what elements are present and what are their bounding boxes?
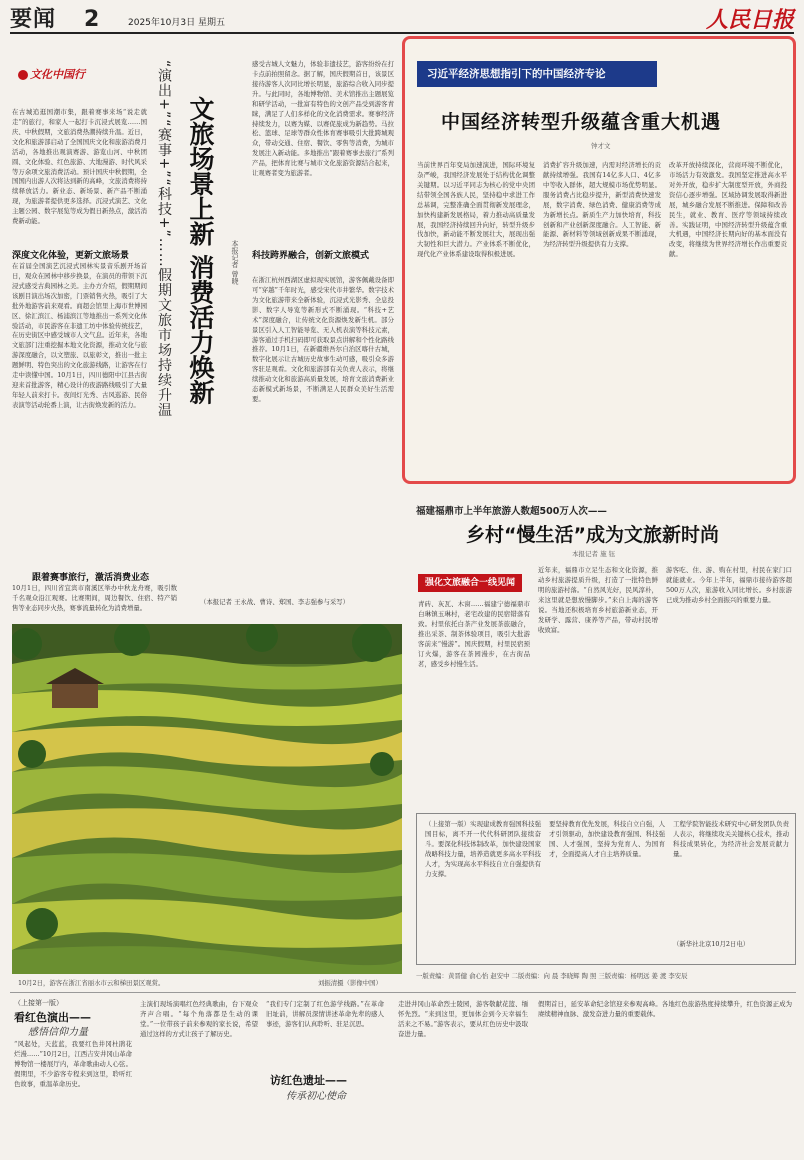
bottom-col-3: “我们专门定制了红色游学线路。”在革命旧址前，讲解员深情讲述革命先辈的感人事迹，游客们认真聆听、驻足沉思。 xyxy=(266,1000,384,1028)
boxed-col-3: 工程学院智能技术研究中心研发团队负责人表示，将继续攻关关键核心技术，推动科技成果转化，为经济社会发展贡献力量。 xyxy=(673,820,789,858)
culture-intro: 在古城追逛国潮市集，跟着赛事来场“说走就走”的旅行，和家人一起打卡沉浸式展览……国庆、中秋假期，文旅消费热潮持续升温。近日，文化和旅游部启动了全国国庆文化和旅游消费月活动，各地推出观演赛游、游览山河、中秋团圆、文化体验、红色旅游、大地漫游、时代风采等万余项文旅消费活动。预计国庆中秋假期，全国国内出游人次将达到新的高峰，文旅消费将持续释放活力。新业态、新场景、新产品不断涌现，为旅游者提供更多选择。沉浸式演艺、文化主题公园、数字展览等成为假日新热点，激活消费新动能。 xyxy=(12,108,147,226)
featured-col-2: 消费扩容升级加速，内需对经济增长的贡献持续增强。我国有14亿多人口、4亿多中等收入群体，超大规模市场优势明显。服务消费占比稳步提升，新型消费快速发展，数字消费、绿色消费、健康消费等成为新增长点。新质生产力加快培育，科技创新和产业创新深度融合。人工智能、新能源、新材料等领域创新成果不断涌现，为经济转型升级提供有力支撑。 xyxy=(543,161,661,249)
culture-badge: 文化中国行 xyxy=(30,66,110,86)
bottom-headline-1: 看红色演出—— xyxy=(14,1011,91,1024)
boxed-article xyxy=(416,813,796,965)
featured-col-1: 当前世界百年变局加速演进，国际环境复杂严峻，我国经济发展处于结构优化调整关键期。以习近平同志为核心的党中央团结带领全国各族人民，坚持稳中求进工作总基调，完整准确全面贯彻新发展理念，加快构建新发展格局，着力推动高质量发展，我国经济持续回升向好，转型升级步伐加快，新动能不断发展壮大，展现出强大韧性和巨大潜力。产业体系不断优化，现代化产业体系建设取得积极进展。 xyxy=(417,161,535,259)
boxed-credit: （新华社北京10月2日电） xyxy=(673,940,750,948)
boxed-col-2: 要坚持教育优先发展，科技自立自强，人才引领驱动，加快建设教育强国、科技强国、人才强国，坚持为党育人、为国育才，全面提高人才自主培养质量。 xyxy=(549,820,665,858)
rural-kicker: 福建福鼎市上半年旅游人数超500万人次—— xyxy=(416,506,607,517)
featured-headline: 中国经济转型升级蕴含重大机遇 xyxy=(441,111,722,133)
rural-col-3: 游客吃、住、游、购在村里，村民在家门口就能就业。今年上半年，福鼎市接待游客超500万人次，旅游收入同比增长。乡村旅游已成为推动乡村全面振兴的重要力量。 xyxy=(666,566,792,604)
column-tag: 强化文旅融合一线见闻 xyxy=(418,574,522,592)
culture-subhead-2: 跟着赛事旅行，激活消费业态 xyxy=(32,573,150,583)
rural-byline: 本报记者 施 钰 xyxy=(572,550,616,558)
page-number: 2 xyxy=(84,7,100,32)
section-title: 要闻 xyxy=(10,7,57,32)
divider-line xyxy=(10,992,796,993)
boxed-col-1: （上接第一版）实现建成教育强国科技强国目标，离不开一代代科研团队接续奋斗。要深化科技体制改革，加快建设国家战略科技力量，培养造就更多高水平科技人才，为实现高水平科技自立自强提供有力支撑。 xyxy=(425,820,541,878)
bottom-col-4: 走进井冈山革命烈士陵园，游客敬献花篮、缅怀先烈。“来到这里，更加体会到今天幸福生活来之不易。”游客表示，要从红色历史中汲取奋进力量。 xyxy=(398,1000,528,1038)
terrace-landscape-icon xyxy=(12,624,402,974)
featured-series-band: 习近平经济思想指引下的中国经济专论 xyxy=(417,61,657,87)
photo-caption: 10月2日，游客在浙江省丽水市云和梯田景区观赏。 xyxy=(18,979,165,987)
photo-credit: 刘振清摄（影像中国） xyxy=(318,979,382,987)
culture-headline: 文旅场景上新 消费活力焕新 xyxy=(186,96,215,405)
rural-col-2: 近年来，福鼎市立足生态和文化资源，推动乡村旅游提质升级，打造了一批特色鲜明的旅游村落。“自然风光好，民风淳朴，来这里就是想放慢脚步。”来自上海的游客说。当地还积极培育乡村旅游新业态，开发研学、露营、康养等产品，带动村民增收致富。 xyxy=(538,566,658,634)
culture-body-3: 感受古城人文魅力，体验非遗技艺，游客纷纷在打卡点前拍照留念。据了解，国庆假期首日，该景区接待游客人次同比增长明显，旅游综合收入同步提升。与此同时，各地博物馆、美术馆推出主题展览和研学活动，一批富有特色的文创产品受到游客青睐，满足了人们多样化的文化消费需求。赛事经济持续发力，以赛为媒、以赛促旅成为新趋势。马拉松、篮球、足球等群众性体育赛事吸引大批跨城观众，带动交通、住宿、餐饮、零售等消费，为城市发展注入新动能。多地推出“跟着赛事去旅行”系列产品，把体育比赛与城市文化旅游资源结合起来，让观赛者变为旅游者。 xyxy=(252,60,394,178)
bottom-kicker: （上接第一版） xyxy=(14,999,63,1007)
culture-credit: （本报记者 王永战、曹诗、郑国、李志强参与采写） xyxy=(200,598,350,606)
culture-subtitle: “演出+”“赛事+”“科技+”……假期文旅市场持续升温 xyxy=(156,60,172,418)
issue-date: 2025年10月3日 星期五 xyxy=(128,18,225,28)
bottom-headline-2: 访红色遗址—— xyxy=(270,1074,347,1087)
featured-col-3: 改革开放持续深化，营商环境不断优化，市场活力有效激发。我国坚定推进高水平对外开放，稳步扩大制度型开放，外商投资信心逐步增强。区域协调发展取得新进展，城乡融合发展不断推进。保障和改善民生，就业、教育、医疗等领域持续改善。实践证明，中国经济转型升级蕴含重大机遇，中国经济长期向好的基本面没有改变，将继续为世界经济增长作出重要贡献。 xyxy=(669,161,787,259)
bottom-subhead-2: 传承初心使命 xyxy=(286,1091,346,1102)
culture-body-1: 在首届全国演艺沉浸式园林实景音乐剧开场首日，观众在园林中移步换景，在演员的带领下沉浸式感受古典园林之美。主办方介绍，假期期间该剧目演出场次加密，门票销售火热，吸引了大批外地游客前来观看。商超会馆里上海市世博园区、徐汇滨江、杨浦滨江等地推出一系列文化体验活动，市民游客在非遗工坊中体验传统技艺，在历史街区中感受城市人文气息。近年来，各地文旅部门注重挖掘本地文化资源，推动文化与旅游深度融合，以文塑旅、以旅彰文，推出一批主题鲜明、特色突出的文化旅游线路，让游客在行走中读懂中国。10月1日，四川德阳中江县古街迎来首批游客，精心设计的夜游路线吸引了大量年轻人前来打卡。夜间灯光秀、古风巡游、民俗表演等活动轮番上演，让古街焕发新的活力。 xyxy=(12,262,147,409)
terraced-fields-photo xyxy=(12,624,402,974)
featured-article xyxy=(402,36,796,484)
culture-byline: 本报记者 曾晓 xyxy=(231,240,239,285)
culture-subhead-3: 科技跨界融合，创新文旅模式 xyxy=(252,251,370,261)
culture-body-4: 在浙江杭州西湖区虚拟现实展馆，游客佩戴设备即可“穿越”千年时光，感受宋代市井繁华。数字技术为文化旅游带来全新体验，沉浸式光影秀、全息投影、数字人导览等新形式不断涌现。“科技+艺术”深度融合，让传统文化资源焕发新生机。部分景区引入人工智能导览、无人机表演等科技元素，游客通过手机扫码即可获取景点讲解和个性化路线推荐。10月1日，在新疆维吾尔自治区喀什古城，数字化展示让古城历史故事生动可感，吸引众多游客驻足观看。文化和旅游部有关负责人表示，将继续推动文化和旅游高质量发展，培育文旅消费新业态新模式新场景，不断满足人民群众美好生活需要。 xyxy=(252,276,394,404)
bottom-subhead-1: 感悟信仰力量 xyxy=(28,1027,88,1038)
editor-credits: 一版责编：黄晋健 俞心怡 赵安中 二版责编：向 晨 李晓辉 陶 照 三版责编：杨明远 姜 渡 李安辰 xyxy=(416,972,688,980)
featured-author: 钟才文 xyxy=(591,142,611,150)
rural-headline: 乡村“慢生活”成为文旅新时尚 xyxy=(466,524,719,546)
masthead xyxy=(10,8,794,34)
newspaper-logo: 人民日报 xyxy=(705,7,794,33)
bottom-col-2: 主演们现场演唱红色经典歌曲，台下观众齐声合唱。“每个角落都是生动的课堂。”一位带孩子前来参观的家长说，希望通过这样的方式让孩子了解历史。 xyxy=(140,1000,258,1038)
bottom-col-5: 假期首日，延安革命纪念馆迎来参观高峰。各地红色旅游热度持续攀升，红色资源正成为赓续精神血脉、激发奋进力量的重要载体。 xyxy=(538,1000,792,1018)
culture-body-2: 10月1日，四川省宜宾市南溪区举办中秋龙舟赛，吸引数千名观众沿江观赛。比赛期间，周边餐饮、住宿、特产销售等业态同步火热，赛事流量转化为消费增量。 xyxy=(12,584,177,612)
culture-subhead-1: 深度文化体验，更新文旅场景 xyxy=(12,251,130,261)
bottom-col-1: “风起处，天蓝蓝，我要红色井冈杜鹃花烂漫……”10月2日，江西吉安井冈山革命博物馆一楼展厅内，革命歌曲动人心弦。假期里，不少游客专程来到这里，聆听红色故事，重温革命历史。 xyxy=(14,1040,132,1088)
rural-col-1: 青砖、灰瓦、木窗……福建宁德福鼎市白琳镇玉琳村，老宅改建的民宿错落有致。村里依托白茶产业发展茶旅融合，推出采茶、制茶体验项目，吸引大批游客前来“慢游”。国庆假期，村里民宿预订火爆，游客在茶园漫步，在古街品茗，感受乡村慢生活。 xyxy=(418,600,530,668)
